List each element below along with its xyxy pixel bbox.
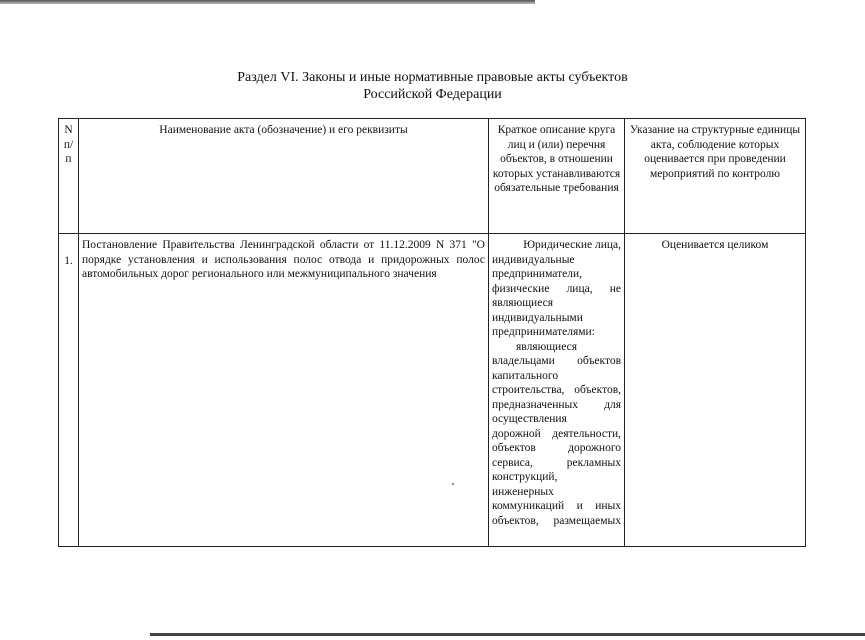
- description-line: инженерных: [492, 485, 554, 498]
- row-act-name: Постановление Правительства Ленинградской области от 11.12.2009 N 371 "О порядке установления и использования полос отвода и придорожных полос автомобильных дорог регионального или межмуниципального значения: [79, 234, 489, 547]
- description-line: конструкций,: [492, 471, 558, 483]
- header-number: N п/п: [59, 119, 79, 234]
- description-line: строительства, объектов,: [492, 384, 621, 396]
- section-heading: [0, 69, 865, 103]
- scan-edge-bottom: [150, 633, 865, 636]
- description-line: владельцами объектов: [492, 355, 621, 367]
- description-line: предпринимателями:: [492, 326, 595, 338]
- description-line: коммуникаций и иных: [492, 500, 621, 512]
- description-line: индивидуальные: [492, 253, 575, 266]
- header-act-name: Наименование акта (обозначение) и его реквизиты: [79, 119, 489, 234]
- description-line: сервиса, рекламных: [492, 456, 621, 469]
- description-line: объектов, размещаемых: [492, 514, 621, 527]
- table-row: [59, 234, 806, 547]
- description-line: физические лица, не: [492, 282, 621, 295]
- description-line: Юридические лица,: [523, 239, 621, 251]
- section-heading-line-1: Раздел VI. Законы и иные нормативные правовые акты субъектов: [237, 70, 628, 85]
- header-indication: Указание на структурные единицы акта, соблюдение которых оценивается при проведении мероприятий по контролю: [625, 119, 806, 234]
- acts-table: [58, 118, 806, 547]
- header-description: Краткое описание круга лиц и (или) перечня объектов, в отношении которых устанавливаются обязательные требования: [489, 119, 625, 234]
- description-line: предназначенных для: [492, 398, 621, 411]
- description-line: осуществления: [492, 413, 567, 425]
- description-line: капитального: [492, 369, 559, 382]
- description-line: индивидуальными: [492, 311, 583, 324]
- row-description: [489, 234, 625, 547]
- row-number: 1.: [59, 234, 79, 547]
- description-line: являющиеся: [492, 297, 553, 309]
- scan-edge-top: [0, 0, 535, 4]
- description-line: объектов дорожного: [492, 442, 621, 454]
- description-line: предприниматели,: [492, 268, 582, 280]
- section-heading-line-2: Российской Федерации: [363, 87, 502, 102]
- description-line: являющиеся: [516, 340, 577, 353]
- description-line: дорожной деятельности,: [492, 427, 621, 440]
- table-header-row: [59, 119, 806, 234]
- row-indication: Оценивается целиком: [625, 234, 806, 547]
